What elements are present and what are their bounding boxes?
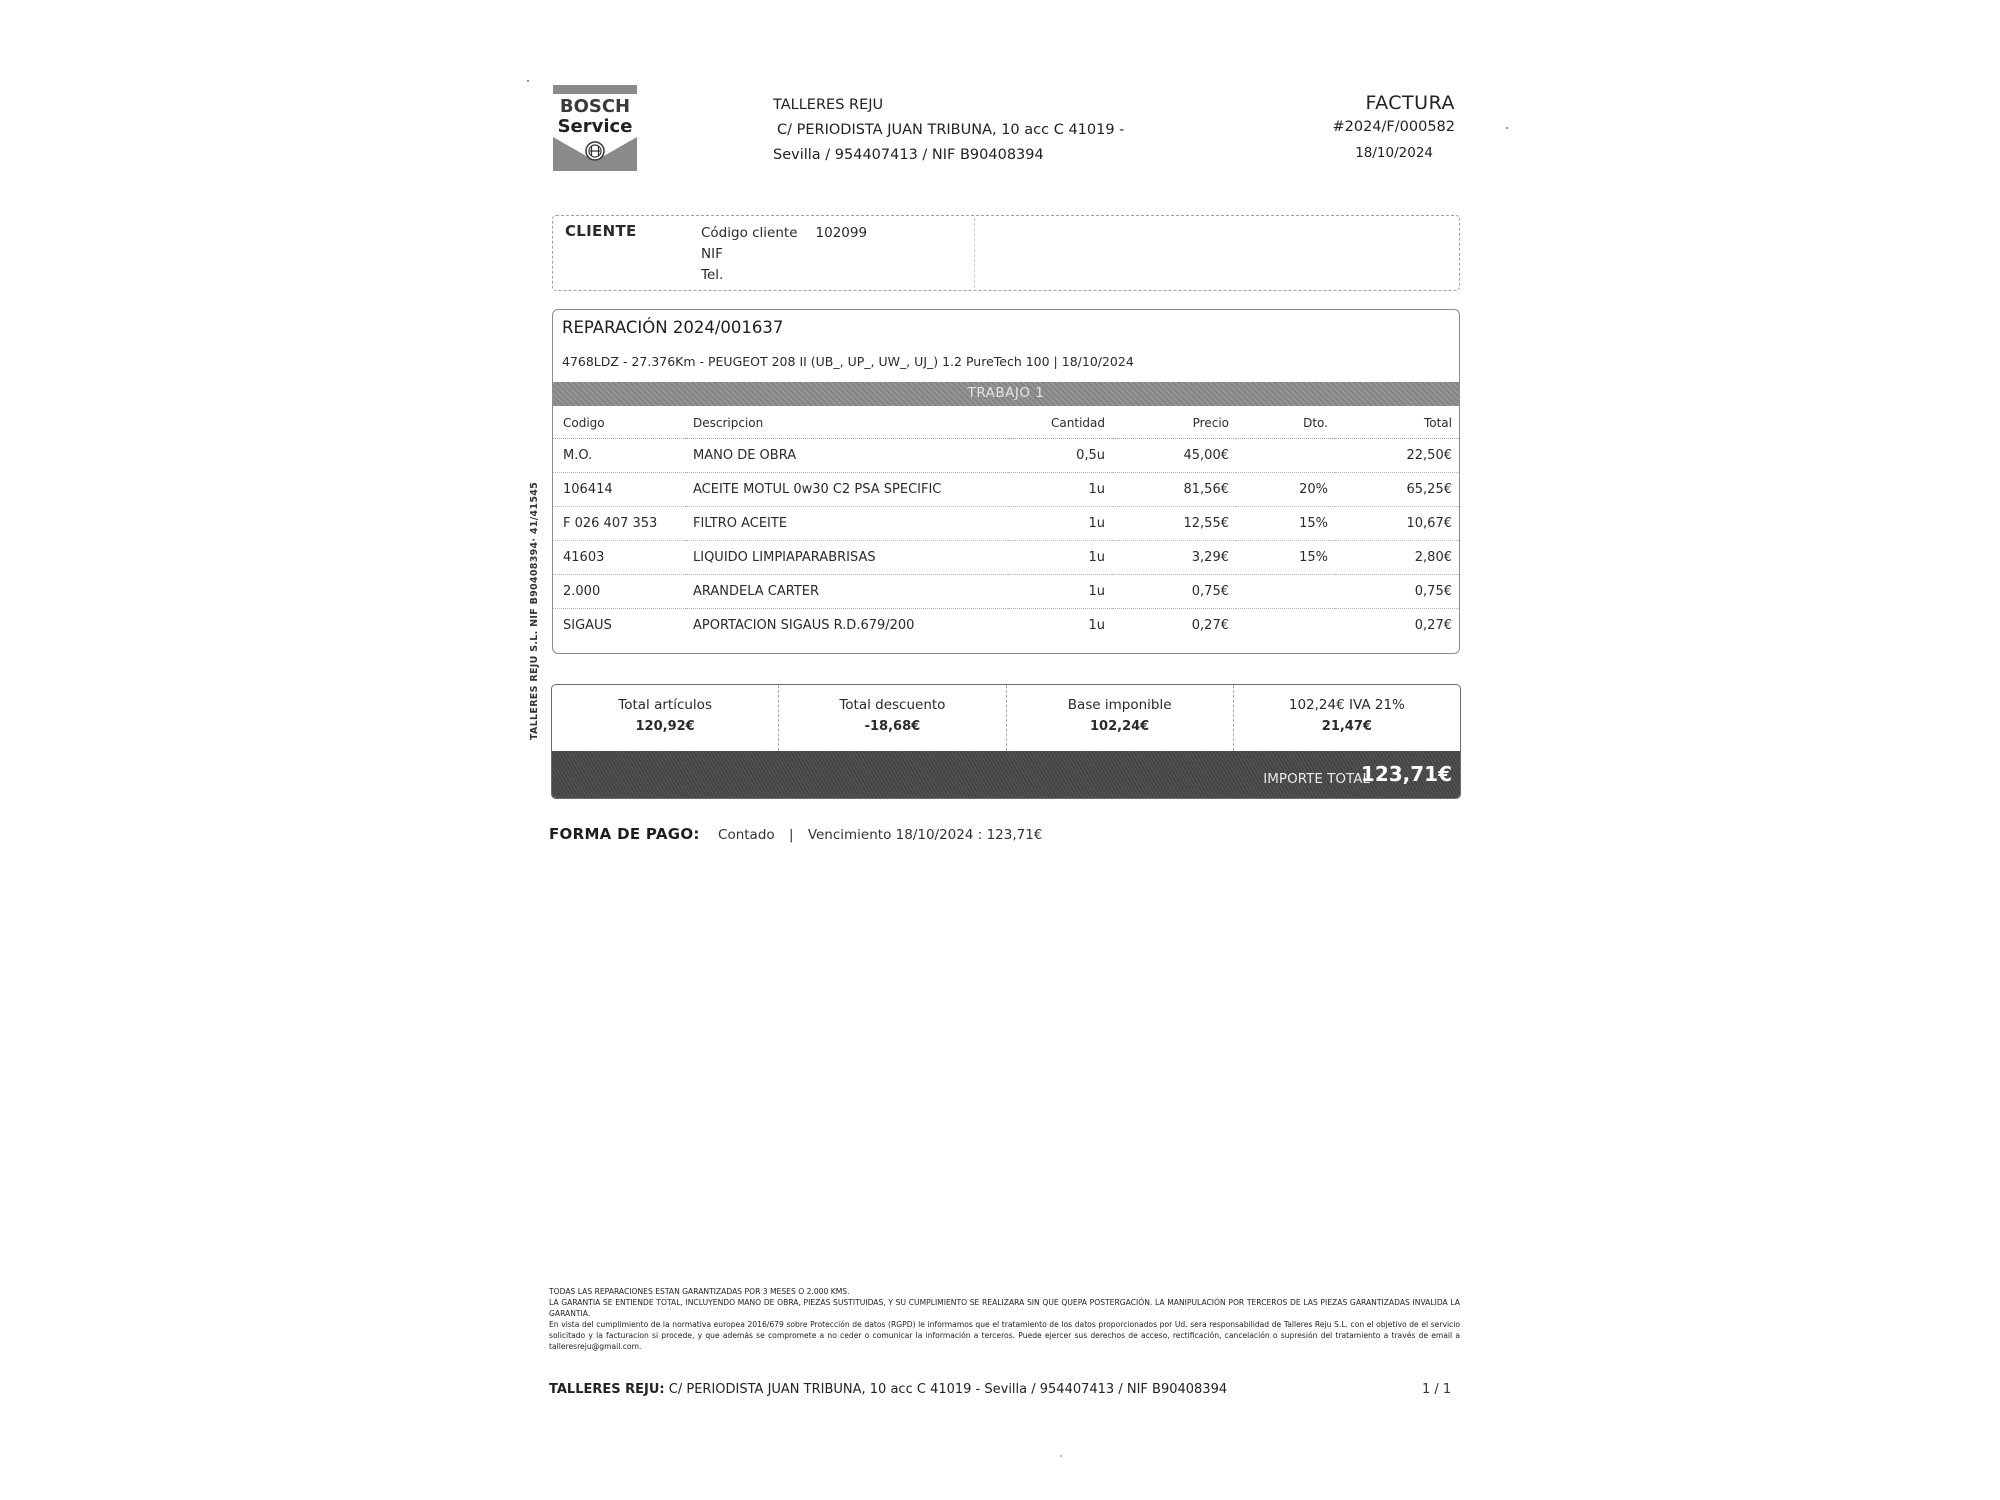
table-row	[553, 575, 1459, 609]
totals-section	[551, 684, 1461, 799]
item-code: 2.000	[553, 575, 686, 609]
logo-service-text: Service	[557, 116, 633, 137]
column-header-description: Descripcion	[686, 408, 1008, 439]
client-label: CLIENTE	[565, 222, 637, 240]
invoice-header	[1332, 92, 1455, 161]
vat-label: 102,24€ IVA 21%	[1288, 697, 1405, 713]
payment-info	[549, 825, 1042, 843]
company-name: TALLERES REJU	[773, 97, 884, 113]
scan-speck	[1506, 127, 1508, 129]
item-price: 3,29€	[1112, 541, 1236, 575]
client-divider	[974, 218, 975, 288]
item-code: F 026 407 353	[553, 507, 686, 541]
logo-brand-text: BOSCH	[559, 96, 631, 117]
item-quantity: 1u	[1008, 507, 1112, 541]
total-discount-value: -18,68€	[864, 719, 921, 734]
tax-base-label: Base imponible	[1067, 697, 1172, 713]
column-header-discount: Dto.	[1236, 408, 1335, 439]
item-discount: 20%	[1236, 473, 1335, 507]
client-section	[552, 215, 1460, 291]
items-table	[553, 408, 1459, 642]
total-discount-label: Total descuento	[839, 697, 946, 713]
table-row	[553, 541, 1459, 575]
client-code-value: 102099	[815, 225, 868, 241]
scan-speck	[527, 80, 529, 82]
item-quantity: 0,5u	[1008, 439, 1112, 473]
total-items-label: Total artículos	[618, 697, 712, 713]
column-header-code: Codigo	[553, 408, 686, 439]
table-row	[553, 473, 1459, 507]
vat-value: 21,47€	[1321, 719, 1372, 734]
footer-address: C/ PERIODISTA JUAN TRIBUNA, 10 acc C 41019 - Sevilla / 954407413 / NIF B90408394	[664, 1382, 1228, 1397]
item-description: MANO DE OBRA	[686, 439, 1008, 473]
payment-due: Vencimiento 18/10/2024 : 123,71€	[807, 827, 1043, 843]
invoice-date: 18/10/2024	[1355, 145, 1433, 161]
item-code: SIGAUS	[563, 618, 612, 633]
scan-speck	[1060, 1455, 1062, 1457]
item-description: LIQUIDO LIMPIAPARABRISAS	[686, 541, 1008, 575]
company-address-line2: Sevilla / 954407413 / NIF B90408394	[773, 147, 1044, 163]
item-price: 45,00€	[1112, 439, 1236, 473]
item-total: 0,75€	[1335, 575, 1459, 609]
tax-base-value: 102,24€	[1090, 719, 1150, 734]
side-registry-text: TALLERES REJU S.L. NIF B90408394· 41/41545	[529, 481, 540, 740]
item-total: 0,27€	[1414, 618, 1452, 633]
item-discount	[1236, 439, 1335, 473]
item-discount: 15%	[1236, 507, 1335, 541]
client-tel-label: Tel.	[701, 267, 724, 283]
client-code-label: Código cliente	[701, 225, 798, 241]
repair-vehicle-info: 4768LDZ - 27.376Km - PEUGEOT 208 II (UB_, UP_, UW_, UJ_) 1.2 PureTech 100 | 18/10/2024	[562, 354, 1134, 369]
repair-title: REPARACIÓN 2024/001637	[562, 318, 784, 337]
item-price: 0,75€	[1112, 575, 1236, 609]
logo-top-bar	[553, 85, 637, 94]
tax-base-cell	[1007, 685, 1234, 751]
item-price: 12,55€	[1112, 507, 1236, 541]
client-code-row	[701, 223, 867, 244]
item-description: FILTRO ACEITE	[686, 507, 1008, 541]
total-items-cell	[552, 685, 779, 751]
item-quantity: 1u	[1008, 473, 1112, 507]
column-header-total: Total	[1335, 408, 1459, 439]
item-code: 41603	[553, 541, 686, 575]
column-header-price: Precio	[1112, 408, 1236, 439]
item-discount	[1236, 609, 1335, 643]
warranty-period-text: TODAS LAS REPARACIONES ESTAN GARANTIZADAS POR 3 MESES O 2.000 KMS.	[549, 1287, 850, 1296]
vat-cell	[1234, 685, 1460, 751]
payment-separator: |	[788, 827, 794, 843]
item-price: 81,56€	[1112, 473, 1236, 507]
total-items-value: 120,92€	[635, 719, 695, 734]
repair-section	[552, 309, 1460, 654]
bosch-armature-icon	[553, 137, 637, 171]
job-header-bar	[553, 382, 1459, 406]
invoice-title: FACTURA	[1365, 92, 1455, 114]
item-quantity: 1u	[1008, 575, 1112, 609]
client-fields	[701, 223, 867, 286]
legal-notice	[549, 1286, 1460, 1352]
warranty-scope-text: LA GARANTIA SE ENTIENDE TOTAL, INCLUYENDO MANO DE OBRA, PIEZAS SUSTITUIDAS, Y SU CUMPLIMIENTO SE REALIZARA SIN QUE QUEPA POSTERGACIÓN. LA MANIPULACIÓN POR TERCEROS DE LAS PIEZAS GARANTIZADAS INVALIDA LA GARANTIA.	[549, 1298, 1460, 1318]
invoice-number: #2024/F/000582	[1332, 119, 1455, 135]
table-row	[553, 609, 1459, 643]
item-discount	[1236, 575, 1335, 609]
item-quantity: 1u	[1088, 618, 1105, 633]
page-footer	[549, 1382, 1227, 1397]
company-header	[773, 93, 1124, 168]
data-protection-text: En vista del cumplimiento de la normativa europea 2016/679 sobre Protección de datos (RGPD) le informamos que el tratamiento de los datos proporcionados por Ud. sera responsabilidad de Talleres Reju S.L. con el objetivo de el servicio solicitado y la facturacion si procede, y que además se compromete a no ceder o comunicar la información a terceros. Puede ejercer sus derechos de acceso, rectificación, cancelación o supresión del tratamiento a través de email a talleresreju@gmail.com.	[549, 1320, 1460, 1351]
item-total: 2,80€	[1335, 541, 1459, 575]
item-code: M.O.	[553, 439, 686, 473]
item-description: ACEITE MOTUL 0w30 C2 PSA SPECIFIC	[686, 473, 1008, 507]
item-description: ARANDELA CARTER	[686, 575, 1008, 609]
item-total: 10,67€	[1335, 507, 1459, 541]
footer-company-name: TALLERES REJU:	[549, 1382, 665, 1397]
table-row	[553, 507, 1459, 541]
bosch-service-logo	[553, 85, 637, 171]
grand-total-bar	[552, 751, 1460, 798]
payment-method: Contado	[718, 827, 775, 843]
payment-label: FORMA DE PAGO:	[549, 825, 700, 843]
item-price: 0,27€	[1191, 618, 1229, 633]
item-quantity: 1u	[1008, 541, 1112, 575]
page-number: 1 / 1	[1422, 1382, 1452, 1397]
job-label: TRABAJO 1	[967, 385, 1045, 401]
item-code: 106414	[553, 473, 686, 507]
item-discount: 15%	[1236, 541, 1335, 575]
items-header-row	[553, 408, 1459, 439]
item-total: 22,50€	[1335, 439, 1459, 473]
totals-summary	[552, 685, 1460, 751]
column-header-quantity: Cantidad	[1008, 408, 1112, 439]
grand-total-value: 123,71€	[1360, 762, 1452, 786]
item-description: APORTACION SIGAUS R.D.679/200	[693, 618, 915, 633]
company-address-line1: C/ PERIODISTA JUAN TRIBUNA, 10 acc C 41019 -	[777, 122, 1125, 138]
grand-total-label: IMPORTE TOTAL	[1263, 771, 1370, 787]
item-total: 65,25€	[1335, 473, 1459, 507]
total-discount-cell	[779, 685, 1006, 751]
table-row	[553, 439, 1459, 473]
client-nif-label: NIF	[701, 246, 723, 262]
